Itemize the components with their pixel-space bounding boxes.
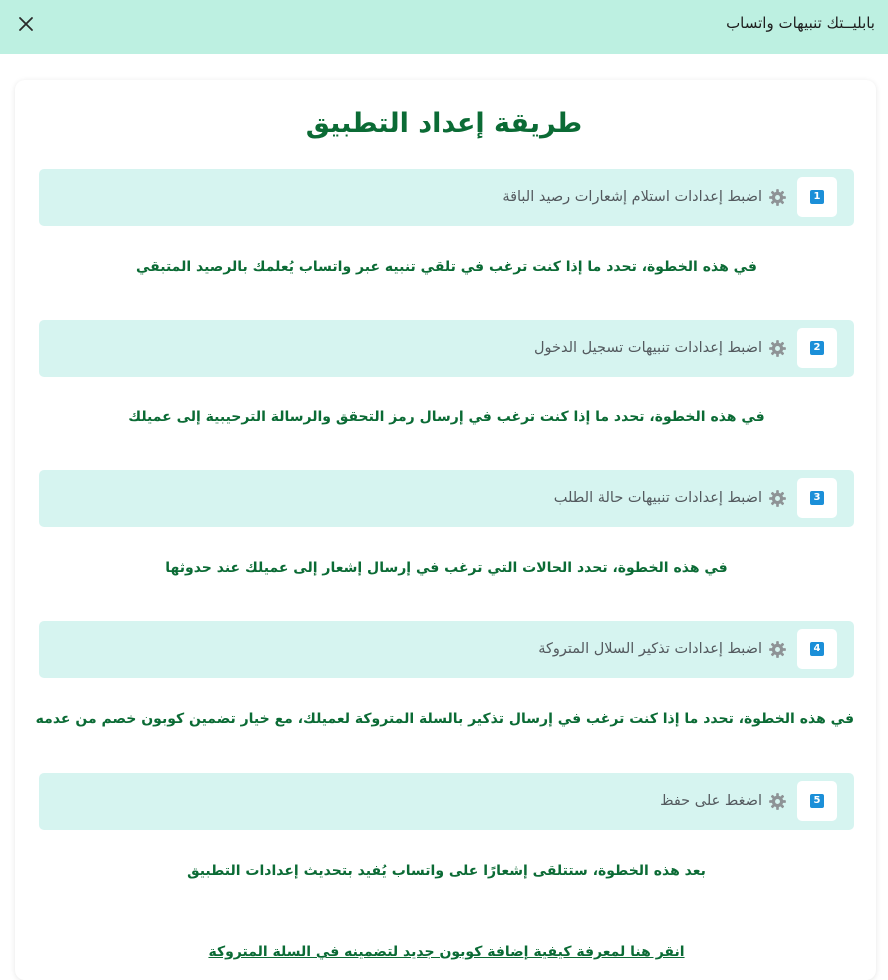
- step-description: في هذه الخطوة، تحدد ما إذا كنت ترغب في إرسال رمز التحقق والرسالة الترحيبية إلى عميلك: [128, 409, 765, 425]
- step-header-2: [39, 320, 854, 377]
- step-number-badge: 2: [810, 341, 824, 355]
- step-title: اضغط على حفظ: [660, 793, 762, 809]
- window-header: [0, 0, 888, 54]
- step-number-badge: 4: [810, 642, 824, 656]
- step-number-box: [797, 328, 837, 368]
- step-header-1: [39, 169, 854, 226]
- add-coupon-help-link[interactable]: انقر هنا لمعرفة كيفية إضافة كوبون جديد لتضمينه في السلة المتروكة: [208, 944, 685, 960]
- step-number-badge: 3: [810, 491, 824, 505]
- step-description: في هذه الخطوة، تحدد ما إذا كنت ترغب في تلقي تنبيه عبر واتساب يُعلمك بالرصيد المتبقي: [136, 259, 757, 275]
- gear-icon: [768, 339, 787, 358]
- gear-icon: [768, 640, 787, 659]
- step-description: في هذه الخطوة، تحدد الحالات التي ترغب في إرسال إشعار إلى عميلك عند حدوثها: [165, 560, 728, 576]
- close-icon[interactable]: [15, 13, 37, 35]
- step-number-box: [797, 629, 837, 669]
- step-number-box: [797, 781, 837, 821]
- window-title: بابليــتك تنبيهات واتساب: [726, 14, 875, 32]
- step-title: اضبط إعدادات تنبيهات حالة الطلب: [553, 490, 762, 506]
- step-header-3: [39, 470, 854, 527]
- gear-icon: [768, 188, 787, 207]
- step-number-box: [797, 177, 837, 217]
- step-title: اضبط إعدادات تذكير السلال المتروكة: [538, 641, 762, 657]
- step-number-badge: 5: [810, 794, 824, 808]
- step-header-5: [39, 773, 854, 830]
- step-number-badge: 1: [810, 190, 824, 204]
- page-title: طريقة إعداد التطبيق: [305, 108, 583, 139]
- gear-icon: [768, 489, 787, 508]
- gear-icon: [768, 792, 787, 811]
- step-title: اضبط إعدادات استلام إشعارات رصيد الباقة: [502, 189, 762, 205]
- step-header-4: [39, 621, 854, 678]
- step-title: اضبط إعدادات تنبيهات تسجيل الدخول: [533, 340, 762, 356]
- step-description: بعد هذه الخطوة، ستتلقى إشعارًا على واتساب يُفيد بتحديث إعدادات التطبيق: [187, 863, 706, 879]
- step-number-box: [797, 478, 837, 518]
- step-description: في هذه الخطوة، تحدد ما إذا كنت ترغب في إرسال تذكير بالسلة المتروكة لعميلك، مع خيار تضمين كوبون خصم من عدمه: [35, 711, 854, 727]
